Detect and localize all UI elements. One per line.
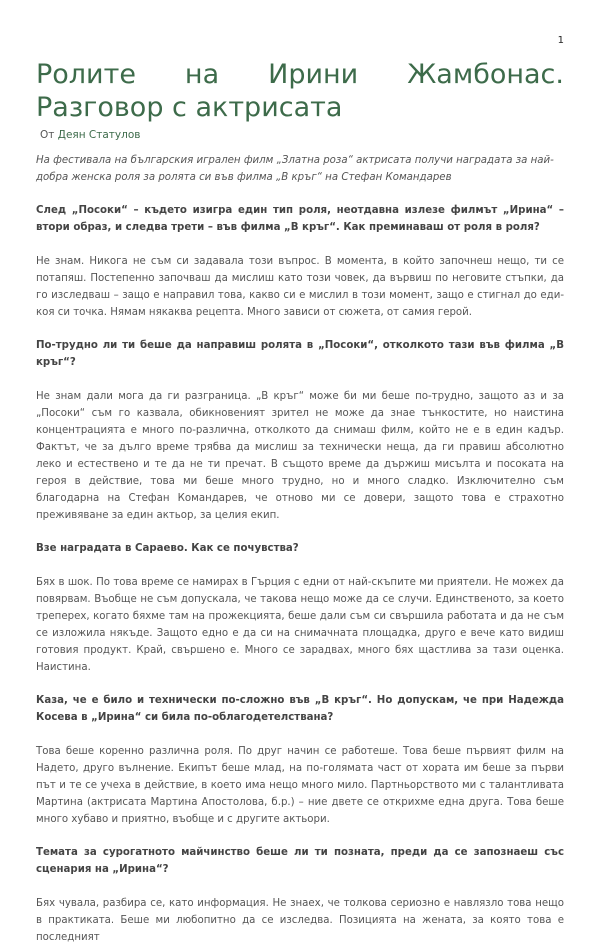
answer-4: Това беше коренно различна роля. По друг начин се работеше. Това беше първият филм на Надето, друго вълнение. Екипът беше млад, на по-голямата част от хората им беше за първи път и те се учеха в действие, в което има нещо много мило. Партньорството ми с талантливата Мартина (актрисата Мартина Апостолова, б.р.) – ние двете се открихме една друга. Това беше много хубаво и приятно, въобще и с другите актьори.: [36, 746, 564, 825]
author-link[interactable]: Деян Статулов: [57, 129, 141, 141]
lead-paragraph: На фестивала на българския игрален филм „Златна роза“ актрисата получи наградата за най-добра женска роля за ролята си във филма „В кръг“ на Стефан Командарев: [36, 155, 554, 183]
answer-2: Не знам дали мога да ги разграница. „В кръг“ може би ми беше по-трудно, защото аз и за „Посоки“ съм го казвала, обикновеният зрител не може да знае тънкостите, но наистина концентрацията е много по-различна, отколкото да снимаш филм, който не е в един кадър. Фактът, че за дълго време трябва да мислиш за технически неща, да ги правиш абсолютно леко и естествено и те да не ти пречат. В същото време да държиш мисълта и посоката на героя в действие, това ми беше много трудно, но и много сладко. Изключително съм благодарна на Стефан Командарев, че отново ми се довери, защото това е страхотно преживяване за един актьор, за целия екип.: [36, 391, 564, 521]
article-title: Ролите на Ирини Жамбонас. Разговор с актрисата: [36, 59, 564, 123]
question-4: Каза, че е било и технически по-сложно във „В кръг“. Но допускам, че при Надежда Косева в „Ирина“ си била по-облагодетелствана?: [36, 695, 564, 723]
question-2: По-трудно ли ти беше да направиш ролята в „Посоки“, отколкото тази във филма „В кръг“?: [36, 340, 564, 368]
answer-3: Бях в шок. По това време се намирах в Гърция с едни от най-скъпите ми приятели. Не можех да повярвам. Въобще не съм допускала, че такова нещо може да се случи. Единственото, за което треперех, когато бяхме там на прожекцията, беше дали съм си свършила работата и да не съм се изложила някъде. Защото едно е да си на снимачната площадка, друго е вече като видиш готовия продукт. Край, свършено е. Много се зарадвах, много бях щастлива за тази оценка. Наистина.: [36, 577, 564, 673]
page-number: 1: [557, 35, 564, 46]
article: [36, 58, 564, 946]
question-5: Темата за сурогатното майчинство беше ли ти позната, преди да се запознаеш със сценария на „Ирина“?: [36, 847, 564, 875]
question-3: Взе наградата в Сараево. Как се почувства?: [36, 543, 299, 554]
byline: [40, 129, 564, 141]
byline-prefix: От: [40, 129, 55, 141]
answer-1: Не знам. Никога не съм си задавала този въпрос. В момента, в който започнеш нещо, ти се потапяш. Постепенно започваш да мислиш като този човек, да вървиш по неговите стъпки, да го изследваш – защо е направил това, какво си е мислил в този момент, защо е стигнал до еди-коя си точка. Нямам някаква рецепта. Много зависи от сюжета, от самия герой.: [36, 256, 564, 318]
answer-5: Бях чувала, разбира се, като информация. Не знаех, че толкова сериозно е навлязло това нещо в практиката. Беше ми любопитно да се изследва. Позицията на жената, за която това е последният: [36, 898, 564, 943]
question-1: След „Посоки“ – където изигра един тип роля, неотдавна излезе филмът „Ирина“ – втори образ, и следва трети – във филма „В кръг“. Как преминаваш от роля в роля?: [36, 205, 564, 233]
